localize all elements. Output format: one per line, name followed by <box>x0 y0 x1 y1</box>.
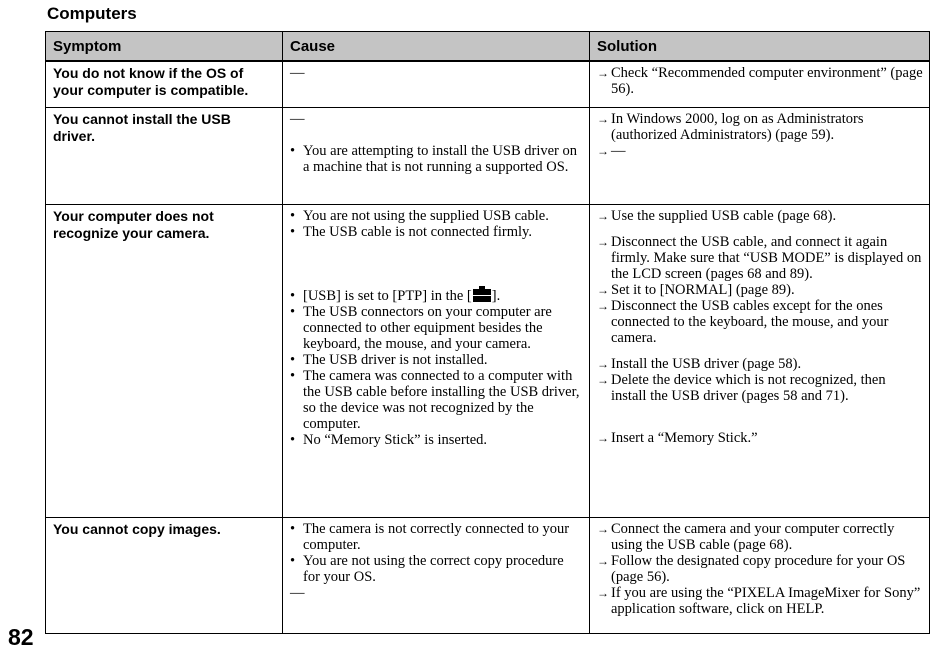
cause-item: • The camera is not correctly connected to your computer. <box>290 520 570 553</box>
arrow-icon: → <box>597 111 609 126</box>
header-symptom: Symptom <box>46 32 283 62</box>
cause-item: • The USB driver is not installed. <box>290 351 488 368</box>
cause-item: • No “Memory Stick” is inserted. <box>290 431 488 448</box>
setup-toolbox-icon <box>473 289 491 302</box>
cause-dash: — <box>290 584 305 601</box>
cause-dash: — <box>290 65 305 81</box>
cause-item: • The camera was connected to a computer with the USB cable before installing the USB driver, so the device was not recognized by the computer. <box>290 367 580 432</box>
cause-item: • The USB cable is not connected firmly. <box>290 223 532 240</box>
arrow-icon: → <box>597 234 609 249</box>
arrow-icon: → <box>597 521 609 536</box>
symptom-cell: You do not know if the OS of your computer is compatible. <box>46 61 283 107</box>
solution-item: → In Windows 2000, log on as Administrators (authorized Administrators) (page 59). <box>597 110 864 143</box>
solution-cell <box>590 61 930 107</box>
header-solution: Solution <box>590 32 930 62</box>
bullet-icon: • <box>290 207 296 224</box>
solution-item: → Follow the designated copy procedure for your OS (page 56). <box>597 552 906 585</box>
solution-item: → Connect the camera and your computer correctly using the USB cable (page 68). <box>597 520 895 553</box>
solution-item: → Disconnect the USB cable, and connect it again firmly. Make sure that “USB MODE” is displayed on the LCD screen (pages 68 and 89). <box>597 233 922 282</box>
symptom-cell: Your computer does not recognize your camera. <box>46 204 283 517</box>
bullet-icon: • <box>290 351 296 368</box>
solution-item: → Disconnect the USB cables except for the ones connected to the keyboard, the mouse, and your camera. <box>597 297 889 346</box>
troubleshooting-table <box>45 31 930 634</box>
bullet-icon: • <box>290 223 296 240</box>
arrow-icon: → <box>597 143 609 158</box>
solution-item: → Insert a “Memory Stick.” <box>597 429 758 446</box>
bullet-icon: • <box>290 431 296 448</box>
table-row <box>46 517 930 633</box>
solution-item: → Use the supplied USB cable (page 68). <box>597 207 837 224</box>
symptom-cell: You cannot copy images. <box>46 517 283 633</box>
cause-item: • The USB connectors on your computer are connected to other equipment besides the keyboard, the mouse, and your camera. <box>290 303 552 352</box>
arrow-icon: → <box>597 356 609 371</box>
solution-cell <box>590 107 930 204</box>
cause-cell <box>283 61 590 107</box>
solution-item: → — <box>597 142 626 159</box>
bullet-icon: • <box>290 552 296 569</box>
table-row <box>46 107 930 204</box>
cause-cell <box>283 204 590 517</box>
header-cause: Cause <box>283 32 590 62</box>
arrow-icon: → <box>597 298 609 313</box>
solution-item: → If you are using the “PIXELA ImageMixer for Sony” application software, click on HELP. <box>597 584 921 617</box>
solution-item: → Set it to [NORMAL] (page 89). <box>597 281 795 298</box>
section-title: Computers <box>47 4 137 23</box>
arrow-icon: → <box>597 372 609 387</box>
bullet-icon: • <box>290 303 296 320</box>
cause-item: • You are not using the correct copy procedure for your OS. <box>290 552 564 585</box>
bullet-icon: • <box>290 367 296 384</box>
table-row <box>46 204 930 517</box>
cause-item: • You are attempting to install the USB driver on a machine that is not running a supported OS. <box>290 142 577 175</box>
solution-item: → Check “Recommended computer environment” (page 56). <box>597 65 923 97</box>
symptom-cell: You cannot install the USB driver. <box>46 107 283 204</box>
arrow-icon: → <box>597 430 609 445</box>
cause-cell <box>283 517 590 633</box>
bullet-icon: • <box>290 520 296 537</box>
bullet-icon: • <box>290 142 296 159</box>
cause-cell <box>283 107 590 204</box>
arrow-icon: → <box>597 208 609 223</box>
arrow-icon: → <box>597 66 609 80</box>
solution-cell <box>590 517 930 633</box>
solution-cell <box>590 204 930 517</box>
bullet-icon: • <box>290 287 296 304</box>
table-row <box>46 61 930 107</box>
header-row <box>46 32 930 62</box>
cause-item: • You are not using the supplied USB cable. <box>290 207 549 224</box>
solution-item: → Delete the device which is not recognized, then install the USB driver (pages 58 and 71). <box>597 371 886 404</box>
cause-item: • [USB] is set to [PTP] in the [ ]. <box>290 287 501 304</box>
page-number: 82 <box>8 624 34 650</box>
solution-item: → Install the USB driver (page 58). <box>597 355 802 372</box>
cause-dash: — <box>290 110 305 127</box>
arrow-icon: → <box>597 553 609 568</box>
arrow-icon: → <box>597 282 609 297</box>
arrow-icon: → <box>597 585 609 600</box>
